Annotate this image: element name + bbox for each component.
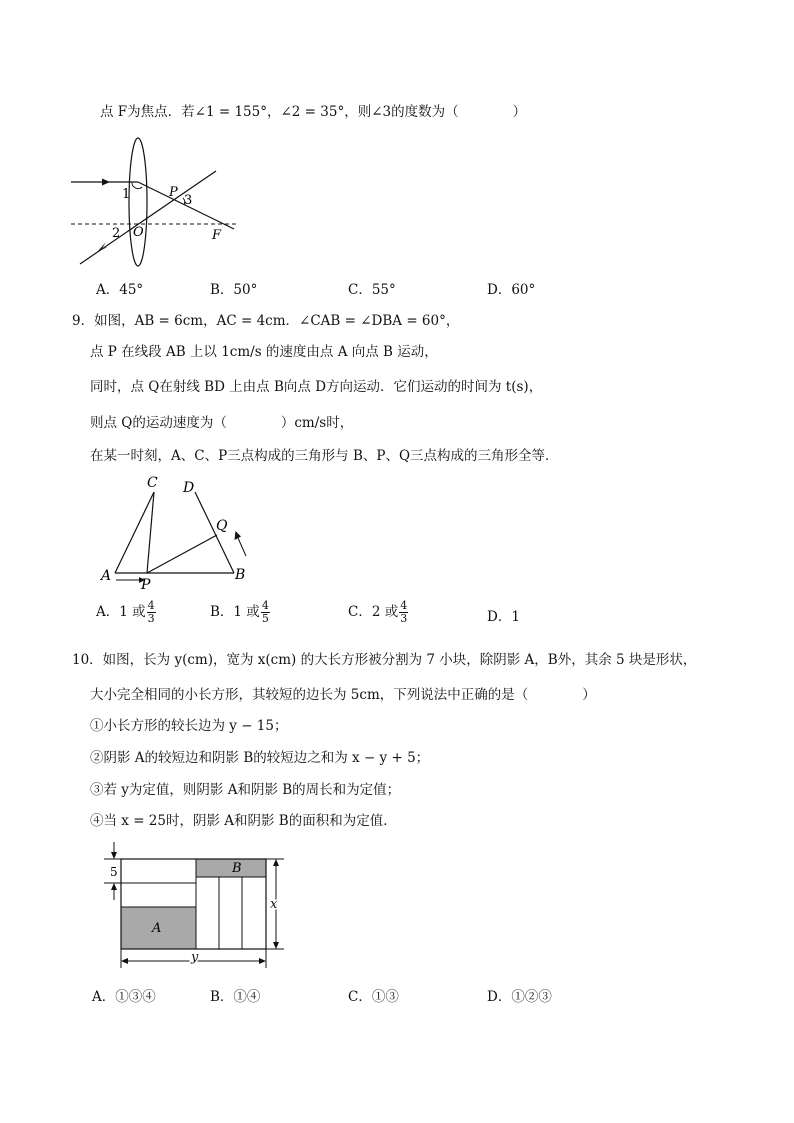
q8-lens-figure xyxy=(66,135,246,270)
fraction: $\frac{4}{3}$ xyxy=(147,599,155,625)
q9-option-c[interactable]: C．2 或 $\frac{4}{3}$ xyxy=(348,599,408,625)
q9-line-4: 则点 Q的运动速度为（ ）cm/s时， xyxy=(90,415,354,431)
label-y: y xyxy=(191,950,199,965)
segment-PQ xyxy=(147,535,217,573)
q10-statement-4: ④当 x = 25时，阴影 A和阴影 B的面积和为定值． xyxy=(90,813,397,829)
arrowhead-icon xyxy=(273,942,279,949)
label-F: F xyxy=(212,228,222,243)
ray-through-center xyxy=(80,171,216,264)
label-x: x xyxy=(270,897,278,912)
q10-rectangle-figure xyxy=(100,840,300,975)
q9-option-a[interactable]: A．1 或 $\frac{4}{3}$ xyxy=(96,599,155,625)
q10-option-d[interactable]: D．①②③ xyxy=(487,989,552,1005)
q8-option-c[interactable]: C．55° xyxy=(348,282,396,298)
q9-option-b[interactable]: B．1 或 $\frac{4}{5}$ xyxy=(210,599,269,625)
arrowhead-icon xyxy=(111,852,117,859)
label-D: D xyxy=(183,480,195,496)
q10-option-a[interactable]: A．①③④ xyxy=(92,989,156,1005)
q10-statement-3: ③若 y为定值，则阴影 A和阴影 B的周长和为定值； xyxy=(90,782,401,798)
q10-line-2: 大小完全相同的小长方形，其较短的边长为 5cm，下列说法中正确的是（ ） xyxy=(90,687,596,703)
q8-option-d[interactable]: D．60° xyxy=(487,282,536,298)
label-A: A xyxy=(101,568,112,584)
label-C: C xyxy=(147,475,158,491)
arrowhead-icon xyxy=(111,883,117,890)
q9-line-2: 点 P 在线段 AB 上以 1cm/s 的速度由点 A 向点 B 运动， xyxy=(90,344,438,360)
fraction: $\frac{4}{5}$ xyxy=(261,599,269,625)
arrowhead-icon xyxy=(121,958,128,964)
segment-BD xyxy=(195,492,234,573)
motion-arrow-q xyxy=(238,538,246,556)
label-O: O xyxy=(133,225,144,240)
label-P: P xyxy=(141,577,151,593)
label-Q: Q xyxy=(216,518,228,534)
fraction: $\frac{4}{3}$ xyxy=(400,599,408,625)
label-B: B xyxy=(235,567,246,583)
lens xyxy=(129,138,147,266)
q9-line-3: 同时，点 Q在射线 BD 上由点 B向点 D方向运动．它们运动的时间为 t(s)， xyxy=(90,379,543,395)
q9-line-1: 9．如图，AB = 6cm，AC = 4cm．∠CAB = ∠DBA = 60°， xyxy=(72,313,460,329)
q8-option-b[interactable]: B．50° xyxy=(210,282,258,298)
arrowhead-icon xyxy=(273,859,279,866)
q10-line-1: 10．如图，长为 y(cm)，宽为 x(cm) 的大长方形被分割为 7 小块，除阴影 A，B外，其余 5 块是形状， xyxy=(72,652,697,668)
shaded-region-b xyxy=(196,859,266,877)
q9-triangle-figure xyxy=(96,470,266,595)
q8-stem-tail: 点 F为焦点．若∠1 = 155°，∠2 = 35°，则∠3的度数为（ ） xyxy=(100,104,527,120)
arrowhead-icon xyxy=(259,958,266,964)
q10-statement-2: ②阴影 A的较短边和阴影 B的较短边之和为 x − y + 5； xyxy=(90,750,430,766)
label-2: 2 xyxy=(112,226,121,241)
label-3: 3 xyxy=(184,193,193,208)
arrowhead-icon xyxy=(102,179,110,186)
label-A: A xyxy=(152,921,162,936)
q9-line-5: 在某一时刻，A、C、P三点构成的三角形与 B、P、Q三点构成的三角形全等． xyxy=(90,448,559,464)
label-P: P xyxy=(169,185,178,200)
label-five: 5 xyxy=(110,865,118,879)
label-1: 1 xyxy=(122,187,131,202)
q10-option-b[interactable]: B．①④ xyxy=(210,989,261,1005)
q8-option-a[interactable]: A．45° xyxy=(96,282,144,298)
q9-option-d[interactable]: D．1 xyxy=(487,609,520,625)
q10-statement-1: ①小长方形的较长边为 y − 15； xyxy=(90,718,288,734)
q10-option-c[interactable]: C．①③ xyxy=(348,989,399,1005)
label-B: B xyxy=(232,861,242,876)
